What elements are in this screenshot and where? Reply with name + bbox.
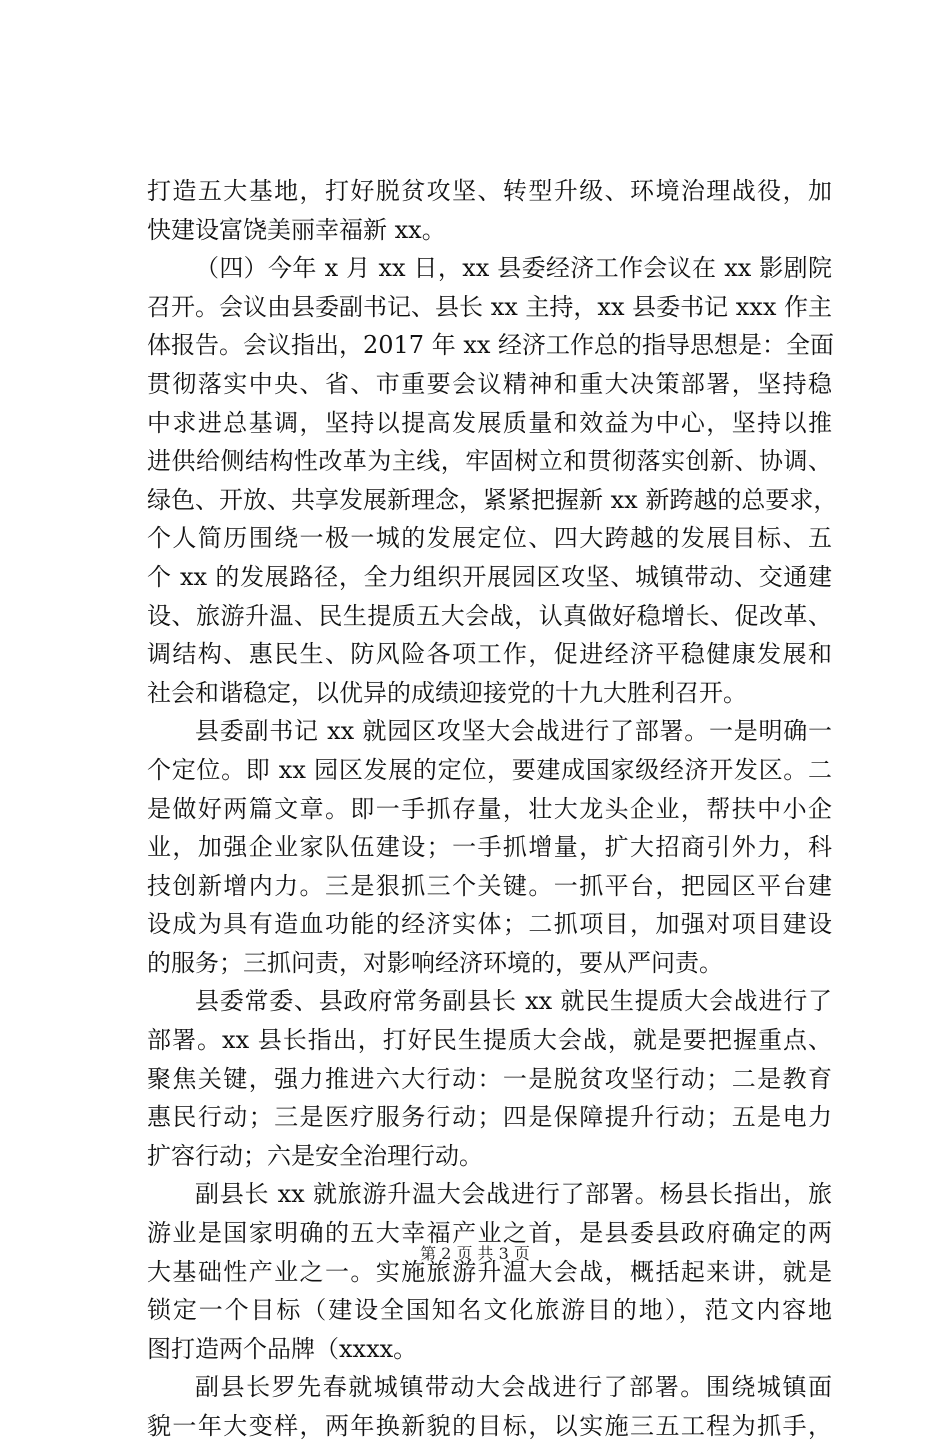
page-footer: 第 2 页 共 3 页 [420, 1244, 530, 1263]
text-line: 是做好两篇文章。即一手抓存量，壮大龙头企业，帮扶中小企 [147, 794, 832, 823]
text-line: 县委副书记 xx 就园区攻坚大会战进行了部署。一是明确一 [195, 717, 832, 746]
text-line: 貌一年大变样，两年换新貌的目标，以实施三五工程为抓手， [147, 1412, 832, 1440]
text-line: （四）今年 x 月 xx 日，xx 县委经济工作会议在 xx 影剧院 [195, 254, 832, 283]
text-line: 副县长 xx 就旅游升温大会战进行了部署。杨县长指出，旅 [195, 1180, 832, 1209]
text-line: 技创新增内力。三是狠抓三个关键。一抓平台，把园区平台建 [147, 871, 832, 900]
text-line: 聚焦关键，强力推进六大行动：一是脱贫攻坚行动；二是教育 [147, 1064, 832, 1093]
text-line: 打造五大基地，打好脱贫攻坚、转型升级、环境治理战役，加 [147, 177, 832, 205]
text-line: 扩容行动；六是安全治理行动。 [147, 1141, 483, 1170]
text-line: 大基础性产业之一。实施旅游升温大会战，概括起来讲，就是 [147, 1257, 832, 1286]
text-line: 副县长罗先春就城镇带动大会战进行了部署。围绕城镇面 [195, 1373, 832, 1402]
text-line: 快建设富饶美丽幸福新 xx。 [147, 215, 446, 244]
text-line: 调结构、惠民生、防风险各项工作，促进经济平稳健康发展和 [147, 640, 832, 669]
text-line: 锁定一个目标（建设全国知名文化旅游目的地），范文内容地 [147, 1296, 832, 1325]
text-line: 召开。会议由县委副书记、县长 xx 主持，xx 县委书记 xxx 作主 [147, 292, 832, 321]
text-line: 体报告。会议指出，2017 年 xx 经济工作总的指导思想是：全面 [147, 331, 835, 360]
text-line: 设、旅游升温、民生提质五大会战，认真做好稳增长、促改革、 [147, 601, 832, 630]
text-line: 惠民行动；三是医疗服务行动；四是保障提升行动；五是电力 [147, 1103, 832, 1132]
text-line: 个定位。即 xx 园区发展的定位，要建成国家级经济开发区。二 [147, 755, 832, 784]
text-line: 设成为具有造血功能的经济实体；二抓项目，加强对项目建设 [147, 910, 832, 939]
text-line: 游业是国家明确的五大幸福产业之首，是县委县政府确定的两 [147, 1219, 832, 1248]
text-line: 社会和谐稳定，以优异的成绩迎接党的十九大胜利召开。 [147, 678, 747, 707]
text-line: 图打造两个品牌（xxxx。 [147, 1334, 418, 1363]
text-line: 进供给侧结构性改革为主线，牢固树立和贯彻落实创新、协调、 [147, 447, 832, 476]
text-line: 贯彻落实中央、省、市重要会议精神和重大决策部署，坚持稳 [147, 369, 832, 398]
text-line: 业，加强企业家队伍建设；一手抓增量，扩大招商引外力，科 [147, 833, 832, 862]
text-line: 中求进总基调，坚持以提高发展质量和效益为中心，坚持以推 [147, 408, 832, 437]
text-line: 部署。xx 县长指出，打好民生提质大会战，就是要把握重点、 [147, 1026, 832, 1055]
text-line: 县委常委、县政府常务副县长 xx 就民生提质大会战进行了 [195, 987, 832, 1016]
text-line: 个 xx 的发展路径，全力组织开展园区攻坚、城镇带动、交通建 [147, 562, 832, 591]
text-line: 的服务；三抓问责，对影响经济环境的，要从严问责。 [147, 948, 723, 977]
text-line: 个人简历围绕一极一城的发展定位、四大跨越的发展目标、五 [147, 524, 832, 553]
text-line: 绿色、开放、共享发展新理念，紧紧把握新 xx 新跨越的总要求， [147, 485, 838, 514]
